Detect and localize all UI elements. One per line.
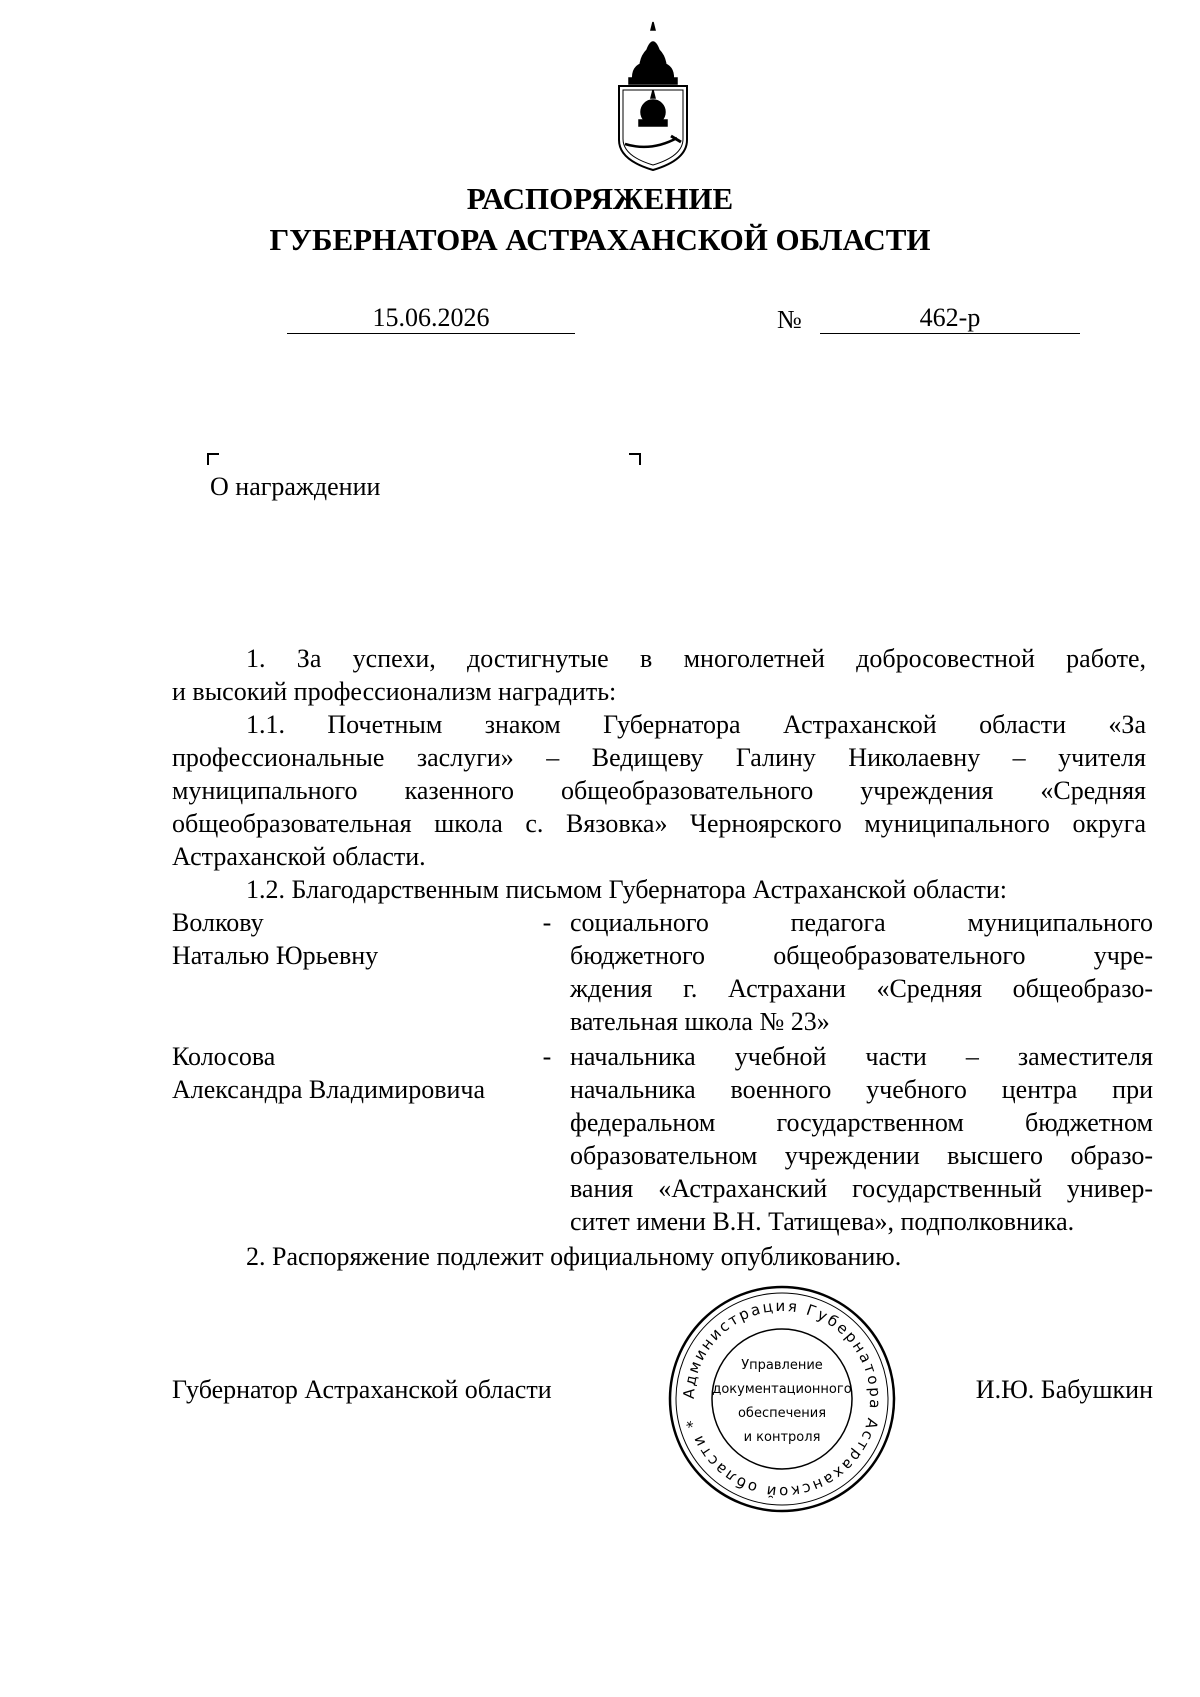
awardee-1-desc-line-4: вательная школа № 23» [570, 1007, 830, 1036]
signatory-position: Губернатор Астраханской области [172, 1375, 552, 1404]
seal-inner-line-4: и контроля [743, 1430, 821, 1445]
awardee-2-desc-line-3: федеральном государственном бюджетном [570, 1108, 1153, 1137]
awardee-1-desc-line-2: бюджетного общеобразовательного учре- [570, 941, 1153, 970]
awardee-1-surname: Волкову [172, 908, 264, 937]
paragraph-1-1-line-3: муниципального казенного общеобразовательного учреждения «Средняя [172, 776, 1146, 805]
paragraph-1-1-line-4: общеобразовательная школа с. Вязовка» Черноярского муниципального округа [172, 809, 1146, 838]
awardee-2-surname: Колосова [172, 1042, 276, 1071]
awardee-2-desc-line-4: образовательном учреждении высшего образо- [570, 1141, 1153, 1170]
paragraph-1-1-line-5: Астраханской области. [172, 842, 426, 871]
awardee-2-desc-line-6: ситет имени В.Н. Татищева», подполковника. [570, 1207, 1075, 1236]
awardee-1-given-names: Наталью Юрьевну [172, 941, 379, 970]
awardee-1-desc-line-1: социального педагога муниципального [570, 908, 1153, 937]
awardee-1-desc-line-3: ждения г. Астрахани «Средняя общеобразо- [570, 974, 1153, 1003]
number-sign: № [777, 305, 802, 334]
official-seal-stamp [666, 1283, 898, 1515]
document-title: РАСПОРЯЖЕНИЕ [466, 181, 734, 216]
paragraph-1-line-2: и высокий профессионализм наградить: [172, 677, 617, 706]
awardee-2-given-names: Александра Владимировича [172, 1075, 486, 1104]
awardee-2-desc-line-1: начальника учебной части – заместителя [570, 1042, 1153, 1071]
signatory-name: И.Ю. Бабушкин [975, 1375, 1153, 1404]
paragraph-1-line-1: 1. За успехи, достигнутые в многолетней добросовестной работе, [246, 644, 1146, 673]
document-number: 462-р [820, 302, 1080, 334]
paragraph-1-2: 1.2. Благодарственным письмом Губернатора Астраханской области: [246, 875, 1007, 904]
seal-outer-text: Администрация Губернатора Астраханской области * [679, 1296, 885, 1502]
seal-inner-line-2: документационного [712, 1382, 852, 1397]
subject-bracket-left [207, 453, 219, 465]
svg-text:Администрация Губернатора Астр [680, 1297, 884, 1501]
awardee-1-dash: - [542, 908, 552, 937]
coat-of-arms-icon [611, 20, 695, 172]
seal-inner-line-1: Управление [741, 1358, 823, 1373]
paragraph-1-1-line-2: профессиональные заслуги» – Ведищеву Галину Николаевну – учителя [172, 743, 1146, 772]
document-issuer: ГУБЕРНАТОРА АСТРАХАНСКОЙ ОБЛАСТИ [269, 222, 931, 257]
awardee-2-desc-line-5: вания «Астраханский государственный универ- [570, 1174, 1153, 1203]
paragraph-2: 2. Распоряжение подлежит официальному опубликованию. [246, 1242, 902, 1271]
awardee-2-desc-line-2: начальника военного учебного центра при [570, 1075, 1153, 1104]
paragraph-1-1-line-1: 1.1. Почетным знаком Губернатора Астраханской области «За [246, 710, 1146, 739]
subject-bracket-right [629, 453, 641, 465]
document-subject: О награждении [210, 472, 381, 501]
awardee-2-dash: - [542, 1042, 552, 1071]
document-date: 15.06.2026 [287, 302, 575, 334]
seal-inner-line-3: обеспечения [737, 1406, 827, 1421]
